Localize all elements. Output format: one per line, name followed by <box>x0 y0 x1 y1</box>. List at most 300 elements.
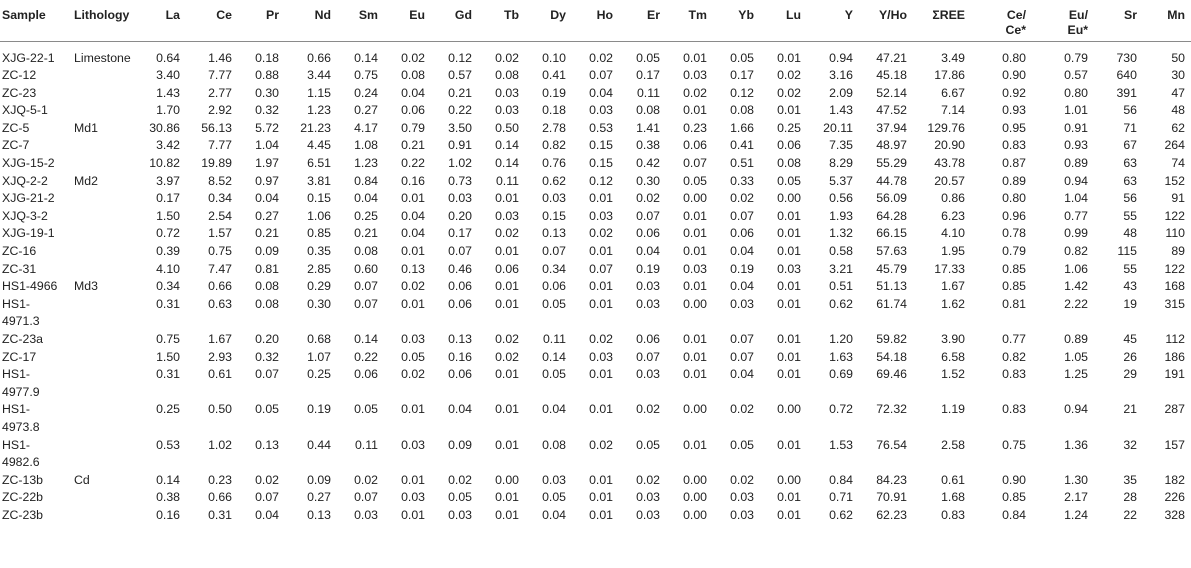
value-cell: 0.01 <box>589 402 613 417</box>
sample-cell: ZC-23a <box>2 332 44 346</box>
value-cell: 0.01 <box>589 367 613 382</box>
value-cell: 0.72 <box>829 402 853 417</box>
value-cell: 62.23 <box>876 507 907 522</box>
value-cell: 51.13 <box>876 279 907 294</box>
value-cell: 0.42 <box>636 156 660 171</box>
value-cell: 0.16 <box>448 349 472 364</box>
value-cell: 0.01 <box>777 226 801 241</box>
value-cell: 0.06 <box>448 367 472 382</box>
value-cell: 0.04 <box>730 244 754 259</box>
value-cell: 226 <box>1164 490 1185 505</box>
value-cell: 0.14 <box>542 349 566 364</box>
value-cell: 0.69 <box>829 367 853 382</box>
value-cell: 3.50 <box>448 120 472 135</box>
lithology-cell <box>72 67 142 85</box>
table-row <box>0 296 1191 331</box>
value-cell: 3.44 <box>307 68 331 83</box>
value-cell: 72.32 <box>876 402 907 417</box>
value-cell: 0.05 <box>542 490 566 505</box>
value-cell: 0.01 <box>683 103 707 118</box>
value-cell: 0.04 <box>401 226 425 241</box>
value-cell: 0.41 <box>730 138 754 153</box>
value-cell: 91 <box>1171 191 1185 206</box>
value-cell: 0.03 <box>448 507 472 522</box>
value-cell: 0.02 <box>636 472 660 487</box>
column-header: La <box>142 0 186 41</box>
value-cell: 0.07 <box>448 244 472 259</box>
value-cell: 0.01 <box>777 349 801 364</box>
value-cell: 0.02 <box>589 437 613 452</box>
value-cell: 32 <box>1123 437 1137 452</box>
table-row <box>0 173 1191 191</box>
column-header: Tm <box>666 0 713 41</box>
column-header: Ho <box>572 0 619 41</box>
value-cell: 0.08 <box>495 68 519 83</box>
value-cell: 0.84 <box>354 173 378 188</box>
value-cell: 0.30 <box>255 85 279 100</box>
value-cell: 0.03 <box>636 367 660 382</box>
value-cell: 0.01 <box>495 367 519 382</box>
value-cell: 0.02 <box>589 332 613 346</box>
value-cell: 0.81 <box>1002 296 1026 311</box>
value-cell: 59.82 <box>876 332 907 346</box>
value-cell: 0.01 <box>777 244 801 259</box>
value-cell: 0.00 <box>683 191 707 206</box>
value-cell: 0.03 <box>636 296 660 311</box>
value-cell: 0.03 <box>401 437 425 452</box>
lithology-cell <box>72 437 142 472</box>
value-cell: 1.02 <box>448 156 472 171</box>
sample-cell: ZC-31 <box>2 261 37 276</box>
value-cell: 0.12 <box>730 85 754 100</box>
value-cell: 0.83 <box>1002 138 1026 153</box>
value-cell: 0.17 <box>730 68 754 83</box>
value-cell: 37.94 <box>876 120 907 135</box>
value-cell: 1.42 <box>1064 279 1088 294</box>
lithology-cell: Md1 <box>74 120 98 135</box>
value-cell: 0.91 <box>448 138 472 153</box>
value-cell: 0.02 <box>448 472 472 487</box>
value-cell: 7.35 <box>829 138 853 153</box>
value-cell: 63 <box>1123 156 1137 171</box>
value-cell: 0.01 <box>589 244 613 259</box>
value-cell: 28 <box>1123 490 1137 505</box>
value-cell: 0.87 <box>1002 156 1026 171</box>
value-cell: 0.77 <box>1002 332 1026 346</box>
table-row <box>0 366 1191 401</box>
value-cell: 0.75 <box>1002 437 1026 452</box>
value-cell: 182 <box>1164 472 1185 487</box>
value-cell: 0.05 <box>448 490 472 505</box>
sample-cell: ZC-23b <box>2 507 44 522</box>
value-cell: 64.28 <box>876 208 907 223</box>
value-cell: 0.30 <box>636 173 660 188</box>
value-cell: 0.96 <box>1002 208 1026 223</box>
value-cell: 20.57 <box>934 173 965 188</box>
value-cell: 0.19 <box>307 402 331 417</box>
lithology-cell <box>72 261 142 279</box>
value-cell: 0.06 <box>448 279 472 294</box>
table-row <box>0 190 1191 208</box>
value-cell: 0.00 <box>777 472 801 487</box>
value-cell: 0.01 <box>589 472 613 487</box>
value-cell: 0.05 <box>636 437 660 452</box>
value-cell: 35 <box>1123 472 1137 487</box>
value-cell: 0.51 <box>730 156 754 171</box>
value-cell: 1.25 <box>1064 367 1088 382</box>
value-cell: 0.04 <box>636 244 660 259</box>
value-cell: 7.47 <box>208 261 232 276</box>
value-cell: 54.18 <box>876 349 907 364</box>
value-cell: 0.60 <box>354 261 378 276</box>
value-cell: 0.03 <box>683 68 707 83</box>
column-header: Ce/ Ce* <box>971 0 1032 41</box>
value-cell: 0.08 <box>255 279 279 294</box>
sample-cell: XJQ-3-2 <box>2 208 48 223</box>
value-cell: 0.17 <box>636 68 660 83</box>
value-cell: 0.21 <box>354 226 378 241</box>
column-header: Sample <box>0 0 72 41</box>
table-row <box>0 137 1191 155</box>
value-cell: 0.18 <box>255 50 279 65</box>
value-cell: 0.01 <box>589 296 613 311</box>
value-cell: 3.49 <box>941 50 965 65</box>
value-cell: 0.08 <box>255 296 279 311</box>
value-cell: 0.07 <box>354 490 378 505</box>
value-cell: 1.07 <box>307 349 331 364</box>
value-cell: 3.97 <box>156 173 180 188</box>
table-row <box>0 243 1191 261</box>
value-cell: 0.20 <box>448 208 472 223</box>
value-cell: 0.31 <box>156 367 180 382</box>
value-cell: 50 <box>1171 50 1185 65</box>
table-header <box>0 0 1191 41</box>
value-cell: 0.01 <box>401 402 425 417</box>
value-cell: 0.03 <box>448 191 472 206</box>
value-cell: 0.89 <box>1002 173 1026 188</box>
value-cell: 122 <box>1164 261 1185 276</box>
value-cell: 0.00 <box>495 472 519 487</box>
value-cell: 3.81 <box>307 173 331 188</box>
value-cell: 0.03 <box>401 332 425 346</box>
value-cell: 0.01 <box>495 296 519 311</box>
value-cell: 0.03 <box>495 208 519 223</box>
column-header: Lithology <box>72 0 142 41</box>
value-cell: 0.89 <box>1064 156 1088 171</box>
value-cell: 0.90 <box>1002 68 1026 83</box>
value-cell: 0.66 <box>208 279 232 294</box>
sample-cell: ZC-7 <box>2 138 30 153</box>
value-cell: 56 <box>1123 191 1137 206</box>
value-cell: 8.52 <box>208 173 232 188</box>
sample-cell: ZC-22b <box>2 490 44 505</box>
value-cell: 0.07 <box>354 296 378 311</box>
value-cell: 0.07 <box>636 208 660 223</box>
value-cell: 0.01 <box>589 507 613 522</box>
value-cell: 0.57 <box>448 68 472 83</box>
value-cell: 0.02 <box>730 191 754 206</box>
value-cell: 1.32 <box>829 226 853 241</box>
value-cell: 0.84 <box>1002 507 1026 522</box>
value-cell: 112 <box>1165 332 1185 346</box>
value-cell: 0.73 <box>448 173 472 188</box>
column-header: Eu <box>384 0 431 41</box>
value-cell: 0.01 <box>589 191 613 206</box>
value-cell: 0.38 <box>636 138 660 153</box>
value-cell: 0.32 <box>255 349 279 364</box>
value-cell: 5.37 <box>829 173 853 188</box>
value-cell: 0.44 <box>307 437 331 452</box>
value-cell: 0.11 <box>354 437 378 452</box>
value-cell: 0.01 <box>401 472 425 487</box>
value-cell: 0.01 <box>777 103 801 118</box>
value-cell: 0.82 <box>542 138 566 153</box>
value-cell: 0.09 <box>307 472 331 487</box>
value-cell: 0.01 <box>589 279 613 294</box>
value-cell: 1.05 <box>1064 349 1088 364</box>
value-cell: 0.21 <box>255 226 279 241</box>
value-cell: 1.68 <box>941 490 965 505</box>
sample-cell: HS1-4966 <box>2 279 58 294</box>
value-cell: 1.04 <box>255 138 279 153</box>
value-cell: 315 <box>1164 296 1185 311</box>
value-cell: 115 <box>1117 244 1137 259</box>
value-cell: 0.79 <box>1002 244 1026 259</box>
value-cell: 1.95 <box>941 244 965 259</box>
value-cell: 3.21 <box>829 261 853 276</box>
value-cell: 1.15 <box>307 85 331 100</box>
value-cell: 0.17 <box>448 226 472 241</box>
value-cell: 47 <box>1171 85 1185 100</box>
value-cell: 0.01 <box>683 367 707 382</box>
value-cell: 0.01 <box>683 244 707 259</box>
value-cell: 0.27 <box>255 208 279 223</box>
sample-cell: XJG-19-1 <box>2 226 55 241</box>
value-cell: 0.03 <box>495 85 519 100</box>
value-cell: 2.77 <box>208 85 232 100</box>
value-cell: 0.06 <box>401 103 425 118</box>
lithology-cell: Cd <box>74 472 90 487</box>
value-cell: 0.21 <box>448 85 472 100</box>
value-cell: 0.62 <box>829 296 853 311</box>
table-row <box>0 41 1191 67</box>
value-cell: 0.08 <box>777 156 801 171</box>
value-cell: 0.01 <box>401 296 425 311</box>
value-cell: 0.78 <box>1002 226 1026 241</box>
value-cell: 57.63 <box>876 244 907 259</box>
lithology-cell <box>72 208 142 226</box>
value-cell: 0.14 <box>354 50 378 65</box>
value-cell: 0.71 <box>829 490 853 505</box>
value-cell: 7.77 <box>208 68 232 83</box>
value-cell: 0.04 <box>401 208 425 223</box>
value-cell: 168 <box>1164 279 1185 294</box>
value-cell: 1.06 <box>1064 261 1088 276</box>
value-cell: 1.43 <box>829 103 853 118</box>
value-cell: 0.50 <box>495 120 519 135</box>
value-cell: 1.08 <box>354 138 378 153</box>
value-cell: 0.01 <box>683 332 707 346</box>
value-cell: 0.22 <box>448 103 472 118</box>
value-cell: 0.03 <box>495 103 519 118</box>
value-cell: 0.02 <box>589 50 613 65</box>
value-cell: 110 <box>1165 226 1185 241</box>
value-cell: 0.10 <box>542 50 566 65</box>
value-cell: 6.51 <box>307 156 331 171</box>
value-cell: 48 <box>1171 103 1185 118</box>
value-cell: 0.07 <box>730 332 754 346</box>
value-cell: 30.86 <box>149 120 180 135</box>
value-cell: 3.40 <box>156 68 180 83</box>
value-cell: 0.27 <box>354 103 378 118</box>
value-cell: 0.08 <box>730 103 754 118</box>
value-cell: 0.05 <box>777 173 801 188</box>
lithology-cell <box>72 155 142 173</box>
column-header: Er <box>619 0 666 41</box>
value-cell: 0.01 <box>777 437 801 452</box>
value-cell: 43 <box>1123 279 1137 294</box>
value-cell: 0.51 <box>829 279 853 294</box>
lithology-cell <box>72 366 142 401</box>
value-cell: 2.17 <box>1064 490 1088 505</box>
value-cell: 0.66 <box>307 50 331 65</box>
value-cell: 76.54 <box>876 437 907 452</box>
value-cell: 0.02 <box>354 472 378 487</box>
value-cell: 1.63 <box>829 349 853 364</box>
value-cell: 0.04 <box>542 507 566 522</box>
value-cell: 640 <box>1116 68 1137 83</box>
value-cell: 0.85 <box>1002 490 1026 505</box>
value-cell: 21 <box>1123 402 1137 417</box>
value-cell: 2.92 <box>208 103 232 118</box>
value-cell: 0.02 <box>730 402 754 417</box>
value-cell: 1.04 <box>1064 191 1088 206</box>
value-cell: 45.18 <box>876 68 907 83</box>
value-cell: 1.20 <box>829 332 853 346</box>
value-cell: 0.01 <box>777 50 801 65</box>
value-cell: 48 <box>1123 226 1137 241</box>
value-cell: 1.19 <box>941 402 965 417</box>
value-cell: 48.97 <box>876 138 907 153</box>
value-cell: 26 <box>1123 349 1137 364</box>
value-cell: 0.34 <box>208 191 232 206</box>
value-cell: 0.94 <box>829 50 853 65</box>
value-cell: 0.01 <box>495 507 519 522</box>
value-cell: 264 <box>1164 138 1185 153</box>
value-cell: 2.54 <box>208 208 232 223</box>
value-cell: 7.14 <box>941 103 965 118</box>
sample-cell: HS1- 4971.3 <box>2 296 40 329</box>
value-cell: 0.82 <box>1002 349 1026 364</box>
sample-cell: XJG-21-2 <box>2 191 55 206</box>
value-cell: 6.23 <box>941 208 965 223</box>
value-cell: 0.02 <box>495 226 519 241</box>
value-cell: 0.11 <box>636 85 660 100</box>
value-cell: 0.01 <box>495 244 519 259</box>
value-cell: 70.91 <box>876 490 907 505</box>
sample-cell: ZC-5 <box>2 120 30 135</box>
value-cell: 0.00 <box>683 507 707 522</box>
value-cell: 0.02 <box>401 50 425 65</box>
value-cell: 0.03 <box>636 490 660 505</box>
lithology-cell <box>72 296 142 331</box>
value-cell: 0.03 <box>401 490 425 505</box>
value-cell: 0.06 <box>636 226 660 241</box>
value-cell: 0.05 <box>542 296 566 311</box>
table-row <box>0 472 1191 490</box>
value-cell: 30 <box>1171 68 1185 83</box>
column-header: Sm <box>337 0 384 41</box>
value-cell: 0.63 <box>208 296 232 311</box>
value-cell: 0.01 <box>777 507 801 522</box>
lithology-cell <box>72 190 142 208</box>
value-cell: 0.35 <box>307 244 331 259</box>
column-header: Dy <box>525 0 572 41</box>
value-cell: 1.23 <box>354 156 378 171</box>
value-cell: 1.50 <box>156 208 180 223</box>
value-cell: 152 <box>1164 173 1185 188</box>
value-cell: 0.94 <box>1064 402 1088 417</box>
value-cell: 1.23 <box>307 103 331 118</box>
value-cell: 1.06 <box>307 208 331 223</box>
value-cell: 0.01 <box>777 279 801 294</box>
value-cell: 0.16 <box>401 173 425 188</box>
value-cell: 1.36 <box>1064 437 1088 452</box>
value-cell: 0.76 <box>542 156 566 171</box>
value-cell: 0.03 <box>730 296 754 311</box>
value-cell: 21.23 <box>300 120 331 135</box>
value-cell: 3.42 <box>156 138 180 153</box>
value-cell: 0.14 <box>495 138 519 153</box>
value-cell: 17.33 <box>934 261 965 276</box>
value-cell: 0.01 <box>495 437 519 452</box>
value-cell: 2.22 <box>1064 296 1088 311</box>
value-cell: 2.09 <box>829 85 853 100</box>
value-cell: 47.52 <box>876 103 907 118</box>
sample-cell: ZC-23 <box>2 85 37 100</box>
value-cell: 0.02 <box>730 472 754 487</box>
value-cell: 0.05 <box>542 367 566 382</box>
value-cell: 52.14 <box>876 85 907 100</box>
value-cell: 0.02 <box>495 50 519 65</box>
value-cell: 0.03 <box>636 279 660 294</box>
column-header: Sr <box>1094 0 1143 41</box>
column-header: Ce <box>186 0 238 41</box>
value-cell: 4.10 <box>156 261 180 276</box>
value-cell: 6.58 <box>941 349 965 364</box>
value-cell: 0.00 <box>683 490 707 505</box>
value-cell: 74 <box>1171 156 1185 171</box>
column-header: Eu/ Eu* <box>1032 0 1094 41</box>
value-cell: 0.08 <box>401 68 425 83</box>
value-cell: 0.03 <box>777 261 801 276</box>
value-cell: 0.79 <box>1064 50 1088 65</box>
value-cell: 0.75 <box>156 332 180 346</box>
value-cell: 1.43 <box>156 85 180 100</box>
value-cell: 0.22 <box>401 156 425 171</box>
value-cell: 0.22 <box>354 349 378 364</box>
value-cell: 0.03 <box>542 191 566 206</box>
value-cell: 0.03 <box>589 349 613 364</box>
value-cell: 44.78 <box>876 173 907 188</box>
column-header: Mn <box>1143 0 1191 41</box>
value-cell: 45 <box>1123 332 1137 346</box>
column-header: Pr <box>238 0 285 41</box>
value-cell: 0.53 <box>156 437 180 452</box>
value-cell: 0.50 <box>208 402 232 417</box>
value-cell: 0.01 <box>777 367 801 382</box>
value-cell: 0.18 <box>542 103 566 118</box>
